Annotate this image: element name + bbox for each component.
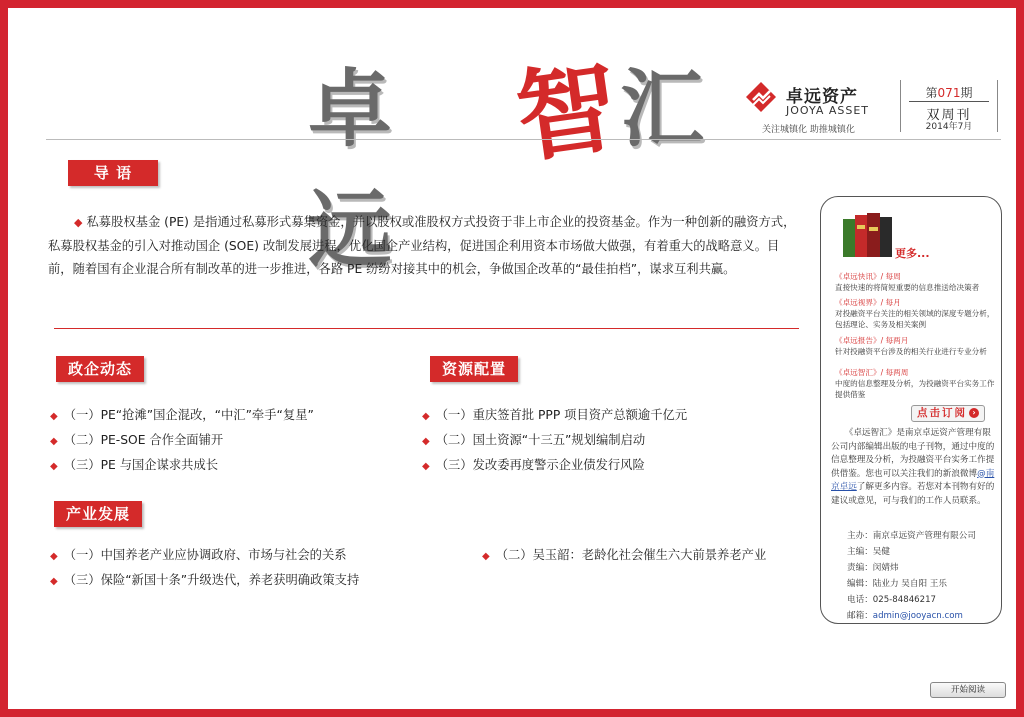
issue-number (901, 84, 997, 101)
list-item-text: （一）重庆签首批 PPP 项目资产总额逾千亿元 (435, 408, 688, 422)
publication-name[interactable]: 《卓远视界》 (835, 298, 881, 307)
bullet-diamond-icon: ◆ (50, 436, 58, 447)
desc-text: 《卓远智汇》是南京卓远资产管理有限公司内部编辑出版的电子刊物，通过中度的信息整理及分析，为投融资平台实务工作提供借鉴。您也可以关注我们的新浪微博 (831, 428, 995, 479)
title-part-1: 卓远 (308, 60, 395, 279)
desc-text-tail: 了解更多内容。若您对本刊物有好的建议或意见，可与我们的工作人员联系。 (831, 482, 995, 506)
issue-frequency: 双周刊 (926, 108, 972, 123)
publication-name[interactable]: 《卓远报告》 (835, 336, 881, 345)
publication-desc: 针对投融资平台涉及的相关行业进行专业分析 (835, 347, 987, 356)
credit-line: 主办：南京卓远资产管理有限公司 (847, 531, 976, 541)
list-item[interactable] (50, 455, 218, 473)
section-label-policy: 政企动态 (56, 356, 144, 382)
list-item[interactable] (50, 405, 314, 423)
issue-date: 2014年7月 (925, 122, 973, 132)
publication-item (835, 271, 997, 293)
section-label-industry: 产业发展 (54, 501, 142, 527)
publication-desc: 对投融资平台关注的相关领域的深度专题分析，包括理论、实务及相关案例 (835, 309, 995, 329)
section-label-resources: 资源配置 (430, 356, 518, 382)
credit-line: 电话：025-84846217 (847, 595, 937, 605)
brand-name-cn: 卓远资产 (786, 87, 858, 107)
bullet-diamond-icon: ◆ (422, 411, 430, 422)
bullet-diamond-icon: ◆ (50, 576, 58, 587)
start-reading-button[interactable]: 开始阅读 (930, 682, 1006, 698)
subscribe-button[interactable] (911, 405, 985, 422)
publication-item (835, 297, 997, 330)
publication-item (835, 335, 997, 357)
credit-line: 主编：吴健 (847, 547, 890, 557)
list-item-text: （二）吴玉韶：老龄化社会催生六大前景养老产业 (495, 548, 767, 562)
publication-frequency: / 每两周 (880, 368, 909, 377)
section-divider (54, 328, 799, 329)
email-label: 邮箱： (847, 611, 873, 621)
bullet-diamond-icon: ◆ (50, 461, 58, 472)
list-item-text: （一）PE“抢滩”国企混改，“中汇”牵手“复星” (63, 408, 314, 422)
bullet-diamond-icon: ◆ (50, 411, 58, 422)
list-item-text: （三）PE 与国企谋求共成长 (63, 458, 219, 472)
list-item[interactable] (422, 405, 687, 423)
intro-label: 导 语 (68, 160, 158, 186)
publication-name[interactable]: 《卓远快讯》 (835, 272, 881, 281)
title-part-2: 智 (509, 46, 625, 178)
intro-text: 私募股权基金 (PE) 是指通过私募形式募集资金，并以股权或准股权方式投资于非上市企业的投资基金。作为一种创新的融资方式，私募股权基金的引入对推动国企 (SOE) 改制发展进程，优化国企产业结构，促进国企利用资本市场做大做强，有着重大的战略意义。目前，随着国有企业混合所有制改革的进一步推进，各路 PE 纷纷对接其中的机会，争做国企改革的“最佳拍档”，谋求互利共赢。 (48, 215, 796, 276)
publication-frequency: / 每月 (880, 298, 901, 307)
publication-desc: 中度的信息整理及分析，为投融资平台实务工作提供借鉴 (835, 379, 995, 399)
issue-info (900, 80, 998, 132)
publication-desc: 直接快速的将简短重要的信息推送给决策者 (835, 283, 980, 292)
intro-paragraph (48, 211, 798, 282)
chevron-right-icon: › (969, 408, 979, 418)
more-link[interactable]: 更多... (895, 247, 930, 260)
list-item-text: （二）PE-SOE 合作全面铺开 (63, 433, 224, 447)
list-item[interactable] (50, 545, 347, 563)
title-part-3: 汇 (620, 60, 707, 158)
publication-frequency: / 每周 (880, 272, 901, 281)
list-item[interactable] (422, 430, 645, 448)
bullet-diamond-icon: ◆ (422, 436, 430, 447)
issue-prefix: 第 (925, 86, 938, 100)
brand-slogan: 关注城镇化 助推城镇化 (762, 125, 855, 135)
credit-email (847, 609, 997, 621)
bullet-diamond-icon: ◆ (422, 461, 430, 472)
credit-line: 编辑：陆业力 吴自阳 王乐 (847, 579, 947, 589)
bullet-diamond-icon: ◆ (482, 551, 490, 562)
bullet-diamond-icon: ◆ (50, 551, 58, 562)
sidebar-panel (820, 196, 1002, 624)
list-item-text: （三）发改委再度警示企业债发行风险 (435, 458, 645, 472)
email-link[interactable]: admin@jooyacn.com (872, 611, 963, 621)
jooya-logo-icon (744, 80, 778, 114)
weibo-link[interactable]: @南京卓远 (831, 468, 995, 492)
issue-suffix: 期 (960, 86, 973, 100)
issue-divider (909, 101, 989, 102)
brand-block (744, 78, 914, 134)
list-item-text: （三）保险“新国十条”升级迭代，养老获明确政策支持 (63, 573, 360, 587)
bullet-diamond-icon: ◆ (74, 216, 83, 229)
publication-frequency: / 每两月 (880, 336, 909, 345)
publication-name[interactable]: 《卓远智汇》 (835, 368, 881, 377)
brand-name-en: JOOYA ASSET (786, 104, 870, 117)
list-item-text: （二）国土资源“十三五”规划编制启动 (435, 433, 646, 447)
books-icon (841, 211, 897, 259)
list-item-text: （一）中国养老产业应协调政府、市场与社会的关系 (63, 548, 347, 562)
publication-description (831, 427, 995, 508)
subscribe-label: 点击订阅 (917, 407, 967, 419)
issue-number-value: 071 (937, 86, 961, 100)
page (8, 8, 1016, 709)
list-item[interactable] (482, 545, 766, 563)
list-item[interactable] (422, 455, 645, 473)
list-item[interactable] (50, 430, 223, 448)
list-item[interactable] (50, 570, 359, 588)
publication-item (835, 367, 997, 400)
header-divider (46, 139, 1001, 140)
credit-line: 责编：闵婧炜 (847, 563, 899, 573)
